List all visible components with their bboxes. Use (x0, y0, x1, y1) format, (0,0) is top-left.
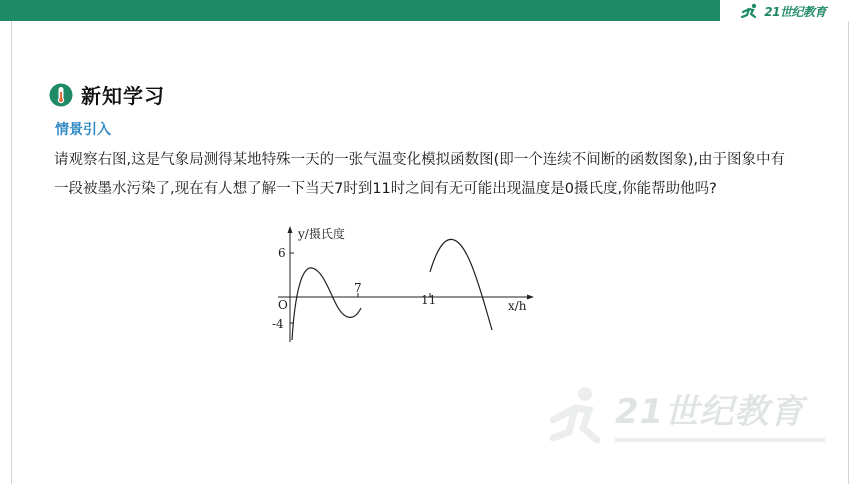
x-tick-label-7: 7 (354, 281, 362, 295)
x-tick-label-11: 11 (421, 293, 437, 307)
curve-segment-left (292, 268, 361, 340)
problem-text: 请观察右图,这是气象局测得某地特殊一天的一张气温变化模拟函数图(即一个连续不间断的函数图象),由于图象中有一段被墨水污染了,现在有人想了解一下当天7时到11时之间有无可能出现温度是0摄氏度,你能帮助他吗? (54, 152, 786, 197)
thermometer-icon (49, 83, 73, 107)
y-axis-arrow (288, 226, 293, 233)
watermark-text: 21世纪教育 (615, 392, 805, 432)
x-axis-arrow (527, 295, 534, 300)
section-title: 新知学习 (81, 84, 165, 108)
x-axis-label: x/h (508, 299, 527, 313)
runner-logo-icon (739, 3, 761, 19)
curve-segment-right (430, 239, 492, 330)
top-banner-notch (706, 0, 720, 21)
section-header (49, 80, 165, 109)
origin-label: O (278, 298, 288, 312)
y-tick-label-6: 6 (278, 246, 286, 260)
subsection-title: 情景引入 (55, 122, 111, 138)
left-border-line (11, 21, 12, 484)
y-axis-label: y/摄氏度 (298, 227, 345, 241)
y-tick-label-neg4: -4 (272, 317, 284, 331)
brand-logo (739, 3, 826, 19)
right-border-line (848, 21, 849, 484)
temperature-graph (262, 222, 542, 344)
brand-name: 21世纪教育 (764, 4, 826, 19)
